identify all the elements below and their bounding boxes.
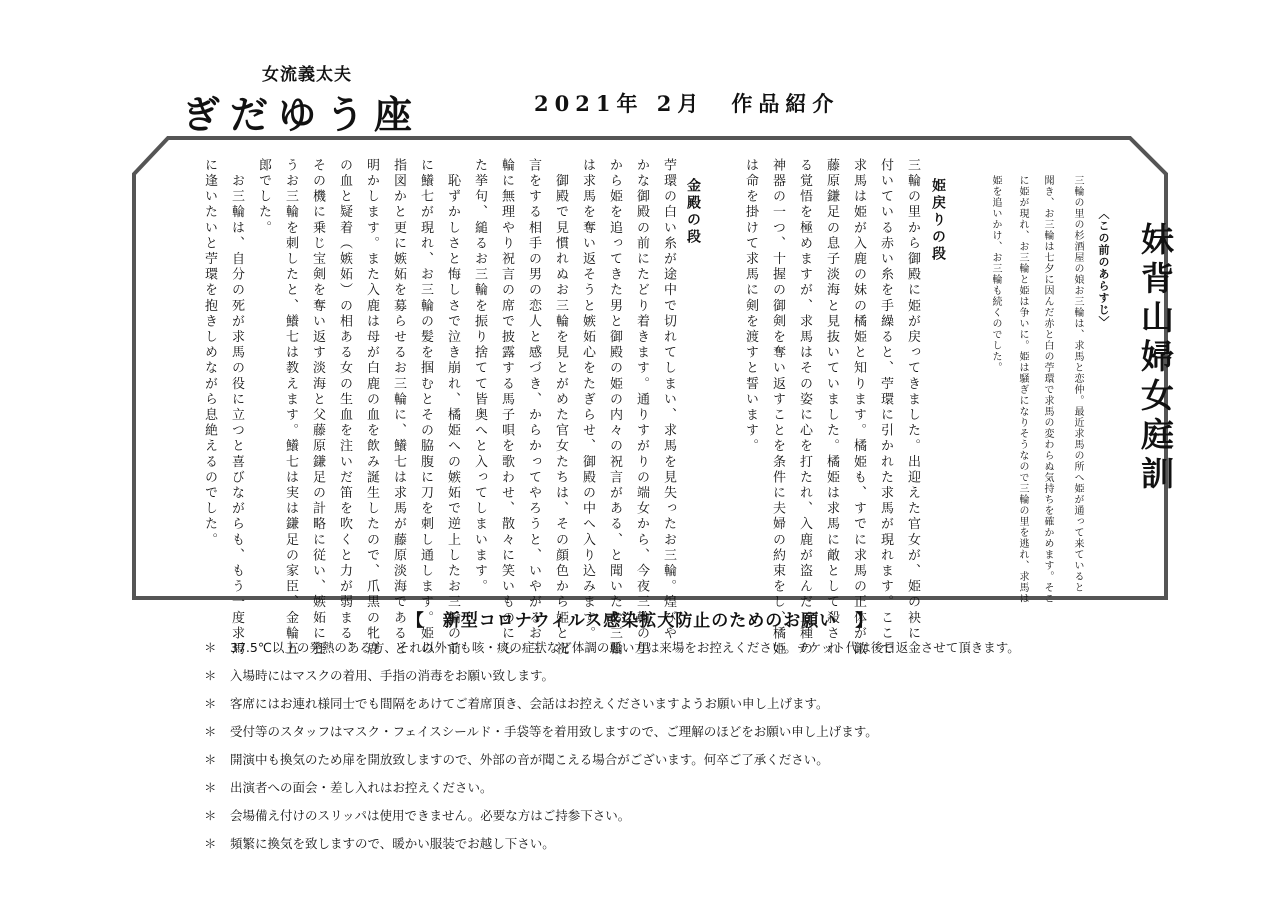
section-line: から姫を追ってきた男と御殿の姫の内々の祝言がある、と聞いたお三輪 [607, 158, 622, 658]
section-line: は求馬を奪い返そうと嫉妬心をたぎらせ、御殿の中へ入り込みます。 [580, 158, 595, 642]
section-line: 恥ずかしさと悔しさで泣き崩れ、橘姫への嫉妬で逆上したお三輪の前 [445, 158, 460, 658]
bullet-asterisk: ＊ [204, 808, 217, 823]
notice-item-text: 開演中も換気のため扉を開放致しますので、外部の音が聞こえる場合がございます。何卒ご了承ください。 [230, 752, 829, 767]
synopsis-heading: 〈この前のあらすじ〉 [1097, 208, 1110, 328]
section-line: 明かします。また入鹿は母が白鹿の血を飲み誕生したので、爪黒の牝鹿 [364, 158, 379, 658]
section-line: 神器の一つ、十握の御剣を奪い返すことを条件に夫婦の約束をし、橘姫 [770, 158, 785, 658]
synopsis-line: 三輪の里の杉酒屋の娘お三輪は、求馬と恋仲。最近求馬の所へ姫が通って来ていると [1072, 175, 1083, 593]
troupe-subtitle: 女流義太夫 [262, 65, 352, 85]
notice-item-text: 出演者への面会・差し入れはお控えください。 [230, 780, 493, 795]
section-line: うお三輪を刺したと、鱶七は教えます。鱶七は実は鎌足の家臣、金輪五 [283, 158, 298, 658]
section-line: 指図かと更に嫉妬を募らせるお三輪に、鱶七は求馬が藤原淡海であると [391, 158, 406, 658]
section-line: に鱶七が現れ、お三輪の髪を掴むとその脇腹に刀を刺し通します。姫の [418, 158, 433, 658]
bullet-asterisk: ＊ [204, 696, 217, 711]
section-line: 御殿で見慣れぬお三輪を見とがめた官女たちは、その顔色から姫と祝 [553, 158, 568, 658]
section-line: その機に乗じ宝剣を奪い返す淡海と父藤原鎌足の計略に従い、嫉妬に狂 [310, 158, 325, 658]
section-line: 言をする相手の男の恋人と感づき、からかってやろうと、いやがるお三 [526, 158, 541, 658]
section-line: の血と疑着（嫉妬）の相ある女の生血を注いだ笛を吹くと力が弱まる、 [337, 158, 352, 658]
section-line: お三輪は、自分の死が求馬の役に立つと喜びながらも、もう一度求馬 [229, 158, 244, 658]
bullet-asterisk: ＊ [204, 668, 217, 683]
section-line: 郎でした。 [256, 158, 271, 236]
section-line: た挙句、縋るお三輪を振り捨てて皆奥へと入ってしまいます。 [472, 158, 487, 595]
notice-item-text: 頻繁に換気を致しますので、暖かい服装でお越し下さい。 [230, 836, 555, 851]
synopsis-line: 聞き、お三輪は七夕に因んだ赤と白の苧環で求馬の変わらぬ気持ちを確かめます。そこ [1042, 175, 1053, 604]
section-heading-kinden: 金殿の段 [685, 178, 701, 246]
notice-item-text: 入場時にはマスクの着用、手指の消毒をお願い致します。 [230, 668, 555, 683]
notice-item-text: 受付等のスタッフはマスク・フェイスシールド・手袋等を着用致しますので、ご理解のほどをお願い申し上げます。 [230, 724, 878, 739]
covid-notice-title: 【 新型コロナウィルス感染拡大防止のためのお願い 】 [406, 611, 874, 631]
bullet-asterisk: ＊ [204, 724, 217, 739]
play-title: 妹背山婦女庭訓 [1136, 222, 1175, 495]
section-line: は命を掛けて求馬に剣を渡すと誓います。 [743, 158, 758, 455]
section-line: る覚悟を極めますが、求馬はその姿に心を打たれ、入鹿が盗んだ三種の [797, 158, 812, 658]
section-line: 藤原鎌足の息子淡海と見抜いていました。橘姫は求馬に敵として殺され [824, 158, 839, 658]
synopsis-line: に姫が現れ、お三輪と姫は争いに。姫は騒ぎになりそうなので三輪の里を逃れ、求馬は [1017, 175, 1028, 604]
section-line: 苧環の白い糸が途中で切れてしまい、求馬を見失ったお三輪。煌びや [661, 158, 676, 642]
section-line: 輪に無理やり祝言の席で披露する馬子唄を歌わせ、散々に笑いものにし [499, 158, 514, 658]
program-date-title: 2021年 2月 作品紹介 [534, 91, 840, 116]
bullet-asterisk: ＊ [204, 780, 217, 795]
synopsis-line: 姫を追いかけ、お三輪も続くのでした。 [990, 175, 1001, 373]
notice-item-text: 会場備え付けのスリッパは使用できません。必要な方はご持参下さい。 [230, 808, 631, 823]
bullet-asterisk: ＊ [204, 752, 217, 767]
bullet-asterisk: ＊ [204, 640, 217, 655]
section-heading-himemodori: 姫戻りの段 [930, 178, 946, 263]
section-line: 三輪の里から御殿に姫が戻ってきました。出迎えた官女が、姫の袂に [905, 158, 920, 642]
notice-item-text: 客席にはお連れ様同士でも間隔をあけてご着席頂き、会話はお控えくださいますようお願い申し上げます。 [230, 696, 829, 711]
bullet-asterisk: ＊ [204, 836, 217, 851]
notice-item-text: 37.5℃以上の発熱のある方、それ以外でも咳・痰の症状など体調の悪い方は来場をお控えください。チケット代は後日返金させて頂きます。 [230, 640, 1020, 655]
troupe-name: ぎだゆう座 [182, 93, 423, 137]
section-line: 付いている赤い糸を手繰ると、苧環に引かれた求馬が現れます。ここで [878, 158, 893, 658]
section-line: に逢いたいと苧環を抱きしめながら息絶えるのでした。 [202, 158, 217, 548]
section-line: 求馬は姫が入鹿の妹の橘姫と知ります。橘姫も、すでに求馬の正体が敵 [851, 158, 866, 658]
section-line: かな御殿の前にたどり着きます。通りすがりの端女から、今夜三輪の里 [634, 158, 649, 658]
